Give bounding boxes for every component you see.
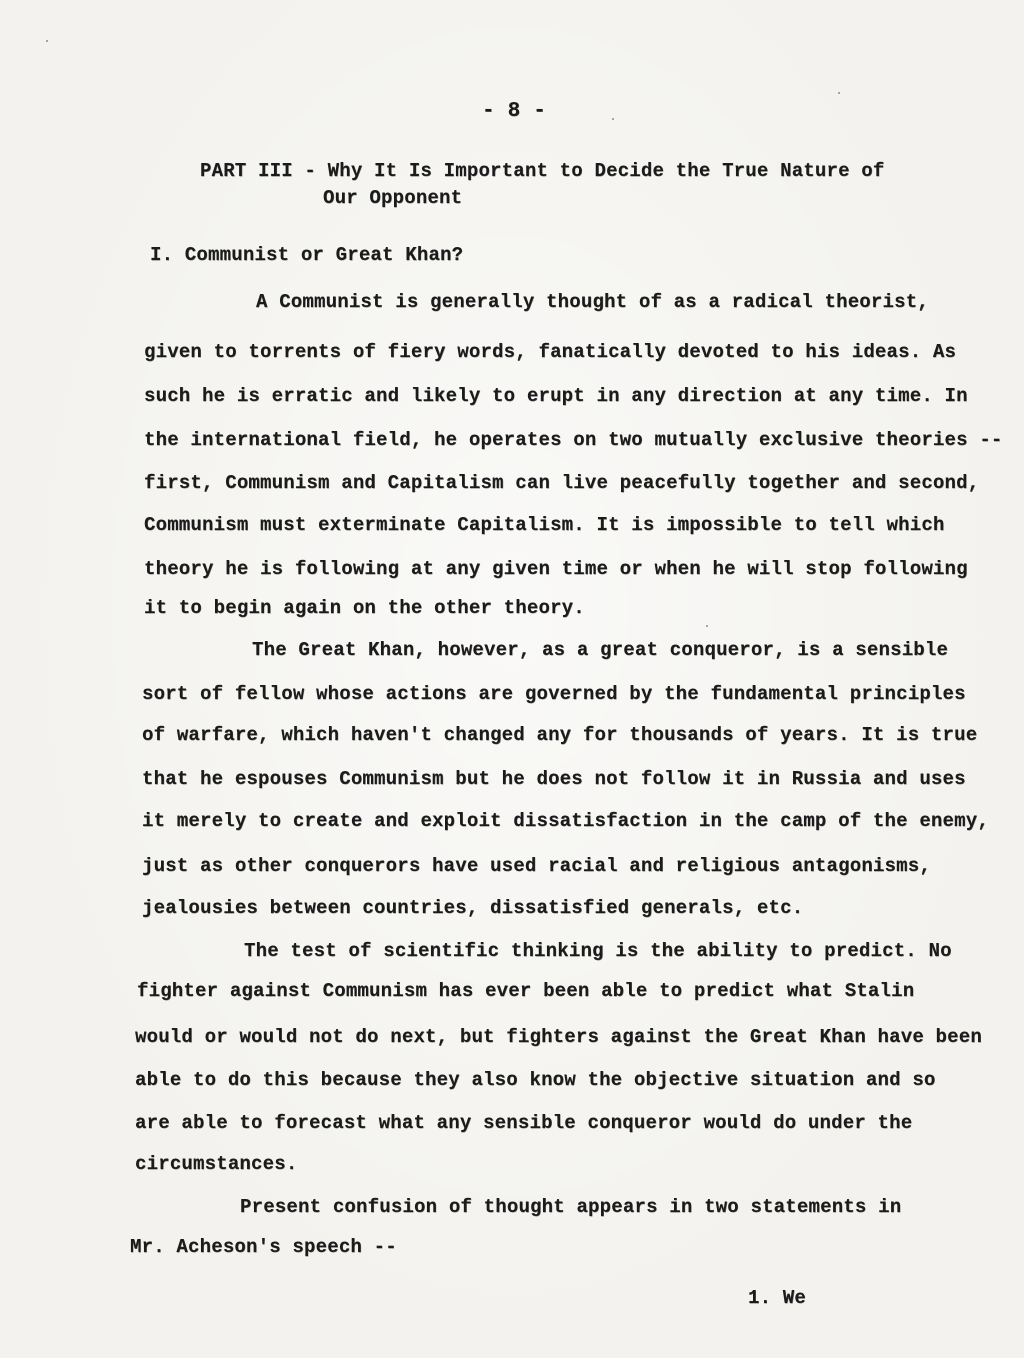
paragraph-3-line: circumstances.	[135, 1153, 298, 1175]
paper-speck	[612, 118, 614, 120]
paragraph-1-line: it to begin again on the other theory.	[144, 597, 585, 619]
paragraph-3-line: would or would not do next, but fighters against the Great Khan have been	[135, 1026, 982, 1048]
paper-speck	[838, 92, 840, 94]
paper-speck	[46, 40, 48, 42]
paragraph-1-line: given to torrents of fiery words, fanatically devoted to his ideas. As	[144, 341, 957, 363]
paragraph-2-line: that he espouses Communism but he does not follow it in Russia and uses	[142, 768, 966, 790]
paragraph-1-line: Communism must exterminate Capitalism. It is impossible to tell which	[144, 514, 945, 536]
paper-speck	[706, 625, 708, 627]
paragraph-2-line: just as other conquerors have used racial and religious antagonisms,	[142, 855, 931, 877]
paragraph-3-line: are able to forecast what any sensible conqueror would do under the	[135, 1112, 913, 1134]
paragraph-3-line: able to do this because they also know the objective situation and so	[135, 1069, 936, 1091]
part-title-line-2: Our Opponent	[323, 187, 463, 209]
paragraph-2-line: it merely to create and exploit dissatisfaction in the camp of the enemy,	[142, 810, 989, 832]
paragraph-1-line: such he is erratic and likely to erupt in any direction at any time. In	[144, 385, 968, 407]
paragraph-1-line: theory he is following at any given time or when he will stop following	[144, 558, 968, 580]
page-number: - 8 -	[482, 100, 547, 123]
section-heading: I. Communist or Great Khan?	[150, 244, 464, 266]
paragraph-1-line: A Communist is generally thought of as a radical theorist,	[256, 291, 929, 313]
continuation-catchword: 1. We	[748, 1287, 807, 1309]
paragraph-4-line: Present confusion of thought appears in two statements in	[240, 1196, 902, 1218]
paragraph-2-line: of warfare, which haven't changed any for thousands of years. It is true	[142, 724, 978, 746]
paragraph-2-line: sort of fellow whose actions are governed by the fundamental principles	[142, 683, 966, 705]
part-title-line-1: PART III - Why It Is Important to Decide the True Nature of	[200, 160, 885, 182]
paragraph-2-line: The Great Khan, however, as a great conqueror, is a sensible	[252, 639, 949, 661]
paragraph-1-line: the international field, he operates on two mutually exclusive theories --	[144, 429, 1003, 451]
paragraph-4-line: Mr. Acheson's speech --	[130, 1236, 397, 1258]
paragraph-1-line: first, Communism and Capitalism can live peacefully together and second,	[144, 472, 980, 494]
paragraph-3-line: The test of scientific thinking is the ability to predict. No	[244, 940, 952, 962]
paragraph-3-line: fighter against Communism has ever been able to predict what Stalin	[137, 980, 915, 1002]
paragraph-2-line: jealousies between countries, dissatisfied generals, etc.	[142, 897, 804, 919]
